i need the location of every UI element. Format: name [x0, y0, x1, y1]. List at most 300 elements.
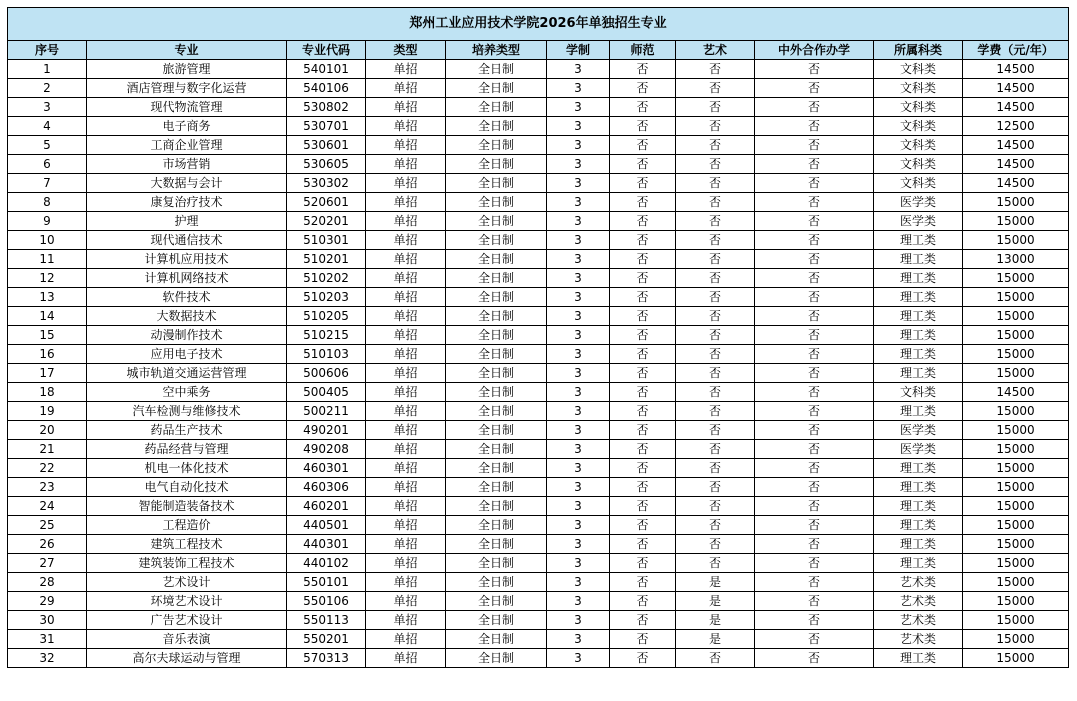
- cell-code: 440501: [287, 516, 366, 535]
- cell-normal: 否: [610, 345, 676, 364]
- cell-training: 全日制: [446, 98, 547, 117]
- cell-cooperation: 否: [755, 60, 874, 79]
- cell-major: 护理: [87, 212, 287, 231]
- table-row: [8, 79, 1069, 98]
- table-row: [8, 516, 1069, 535]
- cell-tuition: 13000: [963, 250, 1069, 269]
- cell-category: 理工类: [874, 288, 963, 307]
- cell-type: 单招: [366, 421, 446, 440]
- cell-tuition: 15000: [963, 611, 1069, 630]
- cell-art: 否: [676, 440, 755, 459]
- table-row: [8, 592, 1069, 611]
- cell-tuition: 12500: [963, 117, 1069, 136]
- cell-major: 酒店管理与数字化运营: [87, 79, 287, 98]
- cell-cooperation: 否: [755, 516, 874, 535]
- cell-tuition: 15000: [963, 497, 1069, 516]
- cell-tuition: 15000: [963, 288, 1069, 307]
- table-row: [8, 497, 1069, 516]
- cell-duration: 3: [547, 535, 610, 554]
- col-header-training: 培养类型: [446, 41, 547, 60]
- cell-cooperation: 否: [755, 155, 874, 174]
- cell-art: 否: [676, 231, 755, 250]
- cell-normal: 否: [610, 573, 676, 592]
- cell-normal: 否: [610, 250, 676, 269]
- cell-category: 理工类: [874, 535, 963, 554]
- cell-index: 24: [8, 497, 87, 516]
- cell-major: 现代通信技术: [87, 231, 287, 250]
- col-header-cooperation: 中外合作办学: [755, 41, 874, 60]
- cell-training: 全日制: [446, 611, 547, 630]
- cell-category: 文科类: [874, 383, 963, 402]
- cell-normal: 否: [610, 212, 676, 231]
- cell-tuition: 14500: [963, 98, 1069, 117]
- cell-type: 单招: [366, 383, 446, 402]
- cell-code: 570313: [287, 649, 366, 668]
- cell-training: 全日制: [446, 497, 547, 516]
- cell-code: 510202: [287, 269, 366, 288]
- cell-index: 7: [8, 174, 87, 193]
- cell-training: 全日制: [446, 459, 547, 478]
- cell-index: 19: [8, 402, 87, 421]
- cell-cooperation: 否: [755, 478, 874, 497]
- cell-training: 全日制: [446, 326, 547, 345]
- cell-major: 康复治疗技术: [87, 193, 287, 212]
- cell-index: 5: [8, 136, 87, 155]
- cell-code: 550201: [287, 630, 366, 649]
- cell-major: 工商企业管理: [87, 136, 287, 155]
- cell-normal: 否: [610, 60, 676, 79]
- cell-tuition: 15000: [963, 345, 1069, 364]
- cell-art: 否: [676, 136, 755, 155]
- cell-normal: 否: [610, 326, 676, 345]
- cell-code: 530701: [287, 117, 366, 136]
- cell-tuition: 15000: [963, 459, 1069, 478]
- cell-category: 理工类: [874, 459, 963, 478]
- cell-type: 单招: [366, 136, 446, 155]
- table-row: [8, 364, 1069, 383]
- cell-index: 16: [8, 345, 87, 364]
- cell-type: 单招: [366, 345, 446, 364]
- cell-duration: 3: [547, 611, 610, 630]
- cell-cooperation: 否: [755, 592, 874, 611]
- cell-normal: 否: [610, 364, 676, 383]
- cell-duration: 3: [547, 345, 610, 364]
- table-row: [8, 649, 1069, 668]
- cell-cooperation: 否: [755, 649, 874, 668]
- cell-index: 4: [8, 117, 87, 136]
- cell-major: 计算机网络技术: [87, 269, 287, 288]
- cell-cooperation: 否: [755, 269, 874, 288]
- cell-category: 理工类: [874, 516, 963, 535]
- cell-major: 智能制造装备技术: [87, 497, 287, 516]
- cell-normal: 否: [610, 478, 676, 497]
- table-row: [8, 250, 1069, 269]
- cell-code: 540101: [287, 60, 366, 79]
- cell-training: 全日制: [446, 573, 547, 592]
- cell-category: 文科类: [874, 174, 963, 193]
- cell-category: 艺术类: [874, 611, 963, 630]
- cell-category: 理工类: [874, 345, 963, 364]
- table-row: [8, 459, 1069, 478]
- cell-code: 530605: [287, 155, 366, 174]
- col-header-type: 类型: [366, 41, 446, 60]
- cell-art: 否: [676, 307, 755, 326]
- cell-normal: 否: [610, 383, 676, 402]
- cell-index: 3: [8, 98, 87, 117]
- cell-tuition: 14500: [963, 60, 1069, 79]
- cell-major: 电子商务: [87, 117, 287, 136]
- cell-index: 22: [8, 459, 87, 478]
- cell-tuition: 15000: [963, 516, 1069, 535]
- cell-art: 否: [676, 459, 755, 478]
- cell-normal: 否: [610, 630, 676, 649]
- cell-tuition: 15000: [963, 573, 1069, 592]
- cell-code: 530302: [287, 174, 366, 193]
- cell-duration: 3: [547, 307, 610, 326]
- table-row: [8, 573, 1069, 592]
- cell-category: 医学类: [874, 421, 963, 440]
- cell-type: 单招: [366, 592, 446, 611]
- table-row: [8, 383, 1069, 402]
- cell-cooperation: 否: [755, 79, 874, 98]
- cell-normal: 否: [610, 554, 676, 573]
- cell-type: 单招: [366, 193, 446, 212]
- cell-code: 520601: [287, 193, 366, 212]
- cell-type: 单招: [366, 478, 446, 497]
- cell-tuition: 14500: [963, 136, 1069, 155]
- table-row: [8, 155, 1069, 174]
- cell-normal: 否: [610, 117, 676, 136]
- cell-cooperation: 否: [755, 193, 874, 212]
- table-row: [8, 117, 1069, 136]
- cell-tuition: 15000: [963, 326, 1069, 345]
- cell-cooperation: 否: [755, 497, 874, 516]
- cell-tuition: 15000: [963, 592, 1069, 611]
- cell-tuition: 15000: [963, 630, 1069, 649]
- cell-major: 建筑工程技术: [87, 535, 287, 554]
- col-header-duration: 学制: [547, 41, 610, 60]
- cell-type: 单招: [366, 60, 446, 79]
- cell-code: 510103: [287, 345, 366, 364]
- cell-index: 17: [8, 364, 87, 383]
- table-row: [8, 98, 1069, 117]
- cell-art: 否: [676, 402, 755, 421]
- cell-type: 单招: [366, 402, 446, 421]
- cell-normal: 否: [610, 155, 676, 174]
- cell-art: 否: [676, 193, 755, 212]
- cell-code: 460201: [287, 497, 366, 516]
- cell-cooperation: 否: [755, 288, 874, 307]
- cell-training: 全日制: [446, 364, 547, 383]
- cell-tuition: 15000: [963, 193, 1069, 212]
- cell-training: 全日制: [446, 649, 547, 668]
- cell-training: 全日制: [446, 136, 547, 155]
- cell-duration: 3: [547, 459, 610, 478]
- cell-major: 音乐表演: [87, 630, 287, 649]
- cell-type: 单招: [366, 516, 446, 535]
- cell-type: 单招: [366, 212, 446, 231]
- cell-category: 艺术类: [874, 573, 963, 592]
- cell-major: 药品经营与管理: [87, 440, 287, 459]
- cell-training: 全日制: [446, 288, 547, 307]
- cell-code: 540106: [287, 79, 366, 98]
- cell-category: 理工类: [874, 231, 963, 250]
- table-row: [8, 554, 1069, 573]
- cell-cooperation: 否: [755, 212, 874, 231]
- table-row: [8, 326, 1069, 345]
- cell-type: 单招: [366, 630, 446, 649]
- cell-cooperation: 否: [755, 345, 874, 364]
- cell-training: 全日制: [446, 79, 547, 98]
- cell-tuition: 15000: [963, 554, 1069, 573]
- cell-training: 全日制: [446, 440, 547, 459]
- cell-type: 单招: [366, 440, 446, 459]
- cell-duration: 3: [547, 155, 610, 174]
- cell-cooperation: 否: [755, 231, 874, 250]
- cell-cooperation: 否: [755, 250, 874, 269]
- table-row: [8, 193, 1069, 212]
- cell-tuition: 15000: [963, 421, 1069, 440]
- cell-major: 旅游管理: [87, 60, 287, 79]
- cell-category: 理工类: [874, 307, 963, 326]
- cell-major: 动漫制作技术: [87, 326, 287, 345]
- cell-art: 否: [676, 98, 755, 117]
- table-row: [8, 288, 1069, 307]
- cell-duration: 3: [547, 117, 610, 136]
- cell-tuition: 15000: [963, 364, 1069, 383]
- cell-training: 全日制: [446, 231, 547, 250]
- col-header-tuition: 学费（元/年）: [963, 41, 1069, 60]
- cell-art: 否: [676, 497, 755, 516]
- cell-normal: 否: [610, 269, 676, 288]
- cell-duration: 3: [547, 592, 610, 611]
- cell-duration: 3: [547, 326, 610, 345]
- cell-type: 单招: [366, 155, 446, 174]
- cell-duration: 3: [547, 212, 610, 231]
- cell-type: 单招: [366, 307, 446, 326]
- cell-category: 理工类: [874, 250, 963, 269]
- cell-normal: 否: [610, 402, 676, 421]
- cell-cooperation: 否: [755, 440, 874, 459]
- cell-type: 单招: [366, 326, 446, 345]
- cell-normal: 否: [610, 592, 676, 611]
- cell-duration: 3: [547, 516, 610, 535]
- cell-training: 全日制: [446, 250, 547, 269]
- cell-duration: 3: [547, 288, 610, 307]
- cell-type: 单招: [366, 174, 446, 193]
- cell-duration: 3: [547, 79, 610, 98]
- cell-major: 建筑装饰工程技术: [87, 554, 287, 573]
- cell-training: 全日制: [446, 630, 547, 649]
- cell-art: 否: [676, 269, 755, 288]
- table-row: [8, 231, 1069, 250]
- cell-major: 应用电子技术: [87, 345, 287, 364]
- cell-duration: 3: [547, 250, 610, 269]
- cell-type: 单招: [366, 573, 446, 592]
- cell-category: 艺术类: [874, 592, 963, 611]
- cell-major: 市场营销: [87, 155, 287, 174]
- cell-category: 医学类: [874, 193, 963, 212]
- cell-art: 否: [676, 174, 755, 193]
- cell-cooperation: 否: [755, 117, 874, 136]
- cell-normal: 否: [610, 516, 676, 535]
- cell-type: 单招: [366, 79, 446, 98]
- cell-tuition: 15000: [963, 231, 1069, 250]
- cell-cooperation: 否: [755, 98, 874, 117]
- cell-index: 9: [8, 212, 87, 231]
- cell-duration: 3: [547, 573, 610, 592]
- cell-code: 500211: [287, 402, 366, 421]
- cell-training: 全日制: [446, 535, 547, 554]
- cell-normal: 否: [610, 79, 676, 98]
- cell-cooperation: 否: [755, 535, 874, 554]
- cell-major: 汽车检测与维修技术: [87, 402, 287, 421]
- cell-normal: 否: [610, 288, 676, 307]
- cell-index: 10: [8, 231, 87, 250]
- table-row: [8, 307, 1069, 326]
- cell-index: 6: [8, 155, 87, 174]
- cell-category: 理工类: [874, 364, 963, 383]
- cell-training: 全日制: [446, 345, 547, 364]
- cell-art: 否: [676, 60, 755, 79]
- cell-duration: 3: [547, 649, 610, 668]
- cell-code: 490208: [287, 440, 366, 459]
- cell-normal: 否: [610, 649, 676, 668]
- cell-type: 单招: [366, 649, 446, 668]
- cell-art: 否: [676, 212, 755, 231]
- cell-index: 11: [8, 250, 87, 269]
- cell-art: 否: [676, 649, 755, 668]
- cell-tuition: 14500: [963, 383, 1069, 402]
- cell-art: 否: [676, 155, 755, 174]
- cell-cooperation: 否: [755, 611, 874, 630]
- cell-index: 27: [8, 554, 87, 573]
- table-row: [8, 269, 1069, 288]
- cell-major: 高尔夫球运动与管理: [87, 649, 287, 668]
- cell-index: 12: [8, 269, 87, 288]
- cell-category: 理工类: [874, 269, 963, 288]
- cell-duration: 3: [547, 421, 610, 440]
- cell-major: 现代物流管理: [87, 98, 287, 117]
- cell-training: 全日制: [446, 307, 547, 326]
- cell-cooperation: 否: [755, 136, 874, 155]
- cell-major: 软件技术: [87, 288, 287, 307]
- cell-code: 500606: [287, 364, 366, 383]
- cell-index: 1: [8, 60, 87, 79]
- cell-training: 全日制: [446, 592, 547, 611]
- table-row: [8, 60, 1069, 79]
- cell-art: 否: [676, 478, 755, 497]
- cell-tuition: 15000: [963, 440, 1069, 459]
- cell-code: 510301: [287, 231, 366, 250]
- cell-duration: 3: [547, 174, 610, 193]
- cell-code: 510203: [287, 288, 366, 307]
- cell-training: 全日制: [446, 402, 547, 421]
- cell-code: 510205: [287, 307, 366, 326]
- table-row: [8, 136, 1069, 155]
- cell-code: 550106: [287, 592, 366, 611]
- cell-major: 城市轨道交通运营管理: [87, 364, 287, 383]
- cell-index: 23: [8, 478, 87, 497]
- cell-category: 理工类: [874, 554, 963, 573]
- cell-category: 文科类: [874, 60, 963, 79]
- cell-index: 25: [8, 516, 87, 535]
- cell-type: 单招: [366, 611, 446, 630]
- col-header-index: 序号: [8, 41, 87, 60]
- cell-index: 20: [8, 421, 87, 440]
- cell-category: 理工类: [874, 497, 963, 516]
- cell-normal: 否: [610, 174, 676, 193]
- cell-art: 否: [676, 79, 755, 98]
- cell-type: 单招: [366, 231, 446, 250]
- cell-category: 医学类: [874, 440, 963, 459]
- cell-major: 工程造价: [87, 516, 287, 535]
- table-row: [8, 630, 1069, 649]
- cell-cooperation: 否: [755, 307, 874, 326]
- cell-index: 21: [8, 440, 87, 459]
- cell-training: 全日制: [446, 383, 547, 402]
- cell-category: 文科类: [874, 79, 963, 98]
- cell-duration: 3: [547, 402, 610, 421]
- cell-art: 否: [676, 383, 755, 402]
- header-row: [8, 41, 1069, 60]
- table-title: 郑州工业应用技术学院2026年单独招生专业: [8, 8, 1069, 41]
- cell-index: 8: [8, 193, 87, 212]
- cell-code: 520201: [287, 212, 366, 231]
- cell-training: 全日制: [446, 174, 547, 193]
- cell-cooperation: 否: [755, 326, 874, 345]
- cell-cooperation: 否: [755, 364, 874, 383]
- cell-art: 是: [676, 573, 755, 592]
- cell-training: 全日制: [446, 155, 547, 174]
- cell-art: 否: [676, 117, 755, 136]
- cell-category: 文科类: [874, 155, 963, 174]
- cell-art: 否: [676, 421, 755, 440]
- table-row: [8, 535, 1069, 554]
- cell-type: 单招: [366, 117, 446, 136]
- cell-code: 460306: [287, 478, 366, 497]
- table-row: [8, 478, 1069, 497]
- cell-major: 大数据技术: [87, 307, 287, 326]
- cell-duration: 3: [547, 630, 610, 649]
- col-header-normal: 师范: [610, 41, 676, 60]
- cell-duration: 3: [547, 383, 610, 402]
- cell-major: 空中乘务: [87, 383, 287, 402]
- cell-index: 30: [8, 611, 87, 630]
- cell-index: 28: [8, 573, 87, 592]
- cell-duration: 3: [547, 231, 610, 250]
- cell-tuition: 15000: [963, 478, 1069, 497]
- cell-code: 440102: [287, 554, 366, 573]
- col-header-category: 所属科类: [874, 41, 963, 60]
- cell-type: 单招: [366, 269, 446, 288]
- cell-code: 500405: [287, 383, 366, 402]
- cell-tuition: 15000: [963, 212, 1069, 231]
- cell-training: 全日制: [446, 212, 547, 231]
- cell-normal: 否: [610, 98, 676, 117]
- cell-major: 环境艺术设计: [87, 592, 287, 611]
- cell-cooperation: 否: [755, 421, 874, 440]
- table-row: [8, 345, 1069, 364]
- cell-training: 全日制: [446, 516, 547, 535]
- cell-code: 530802: [287, 98, 366, 117]
- cell-type: 单招: [366, 98, 446, 117]
- cell-major: 广告艺术设计: [87, 611, 287, 630]
- cell-major: 大数据与会计: [87, 174, 287, 193]
- cell-major: 计算机应用技术: [87, 250, 287, 269]
- cell-art: 是: [676, 592, 755, 611]
- cell-art: 否: [676, 535, 755, 554]
